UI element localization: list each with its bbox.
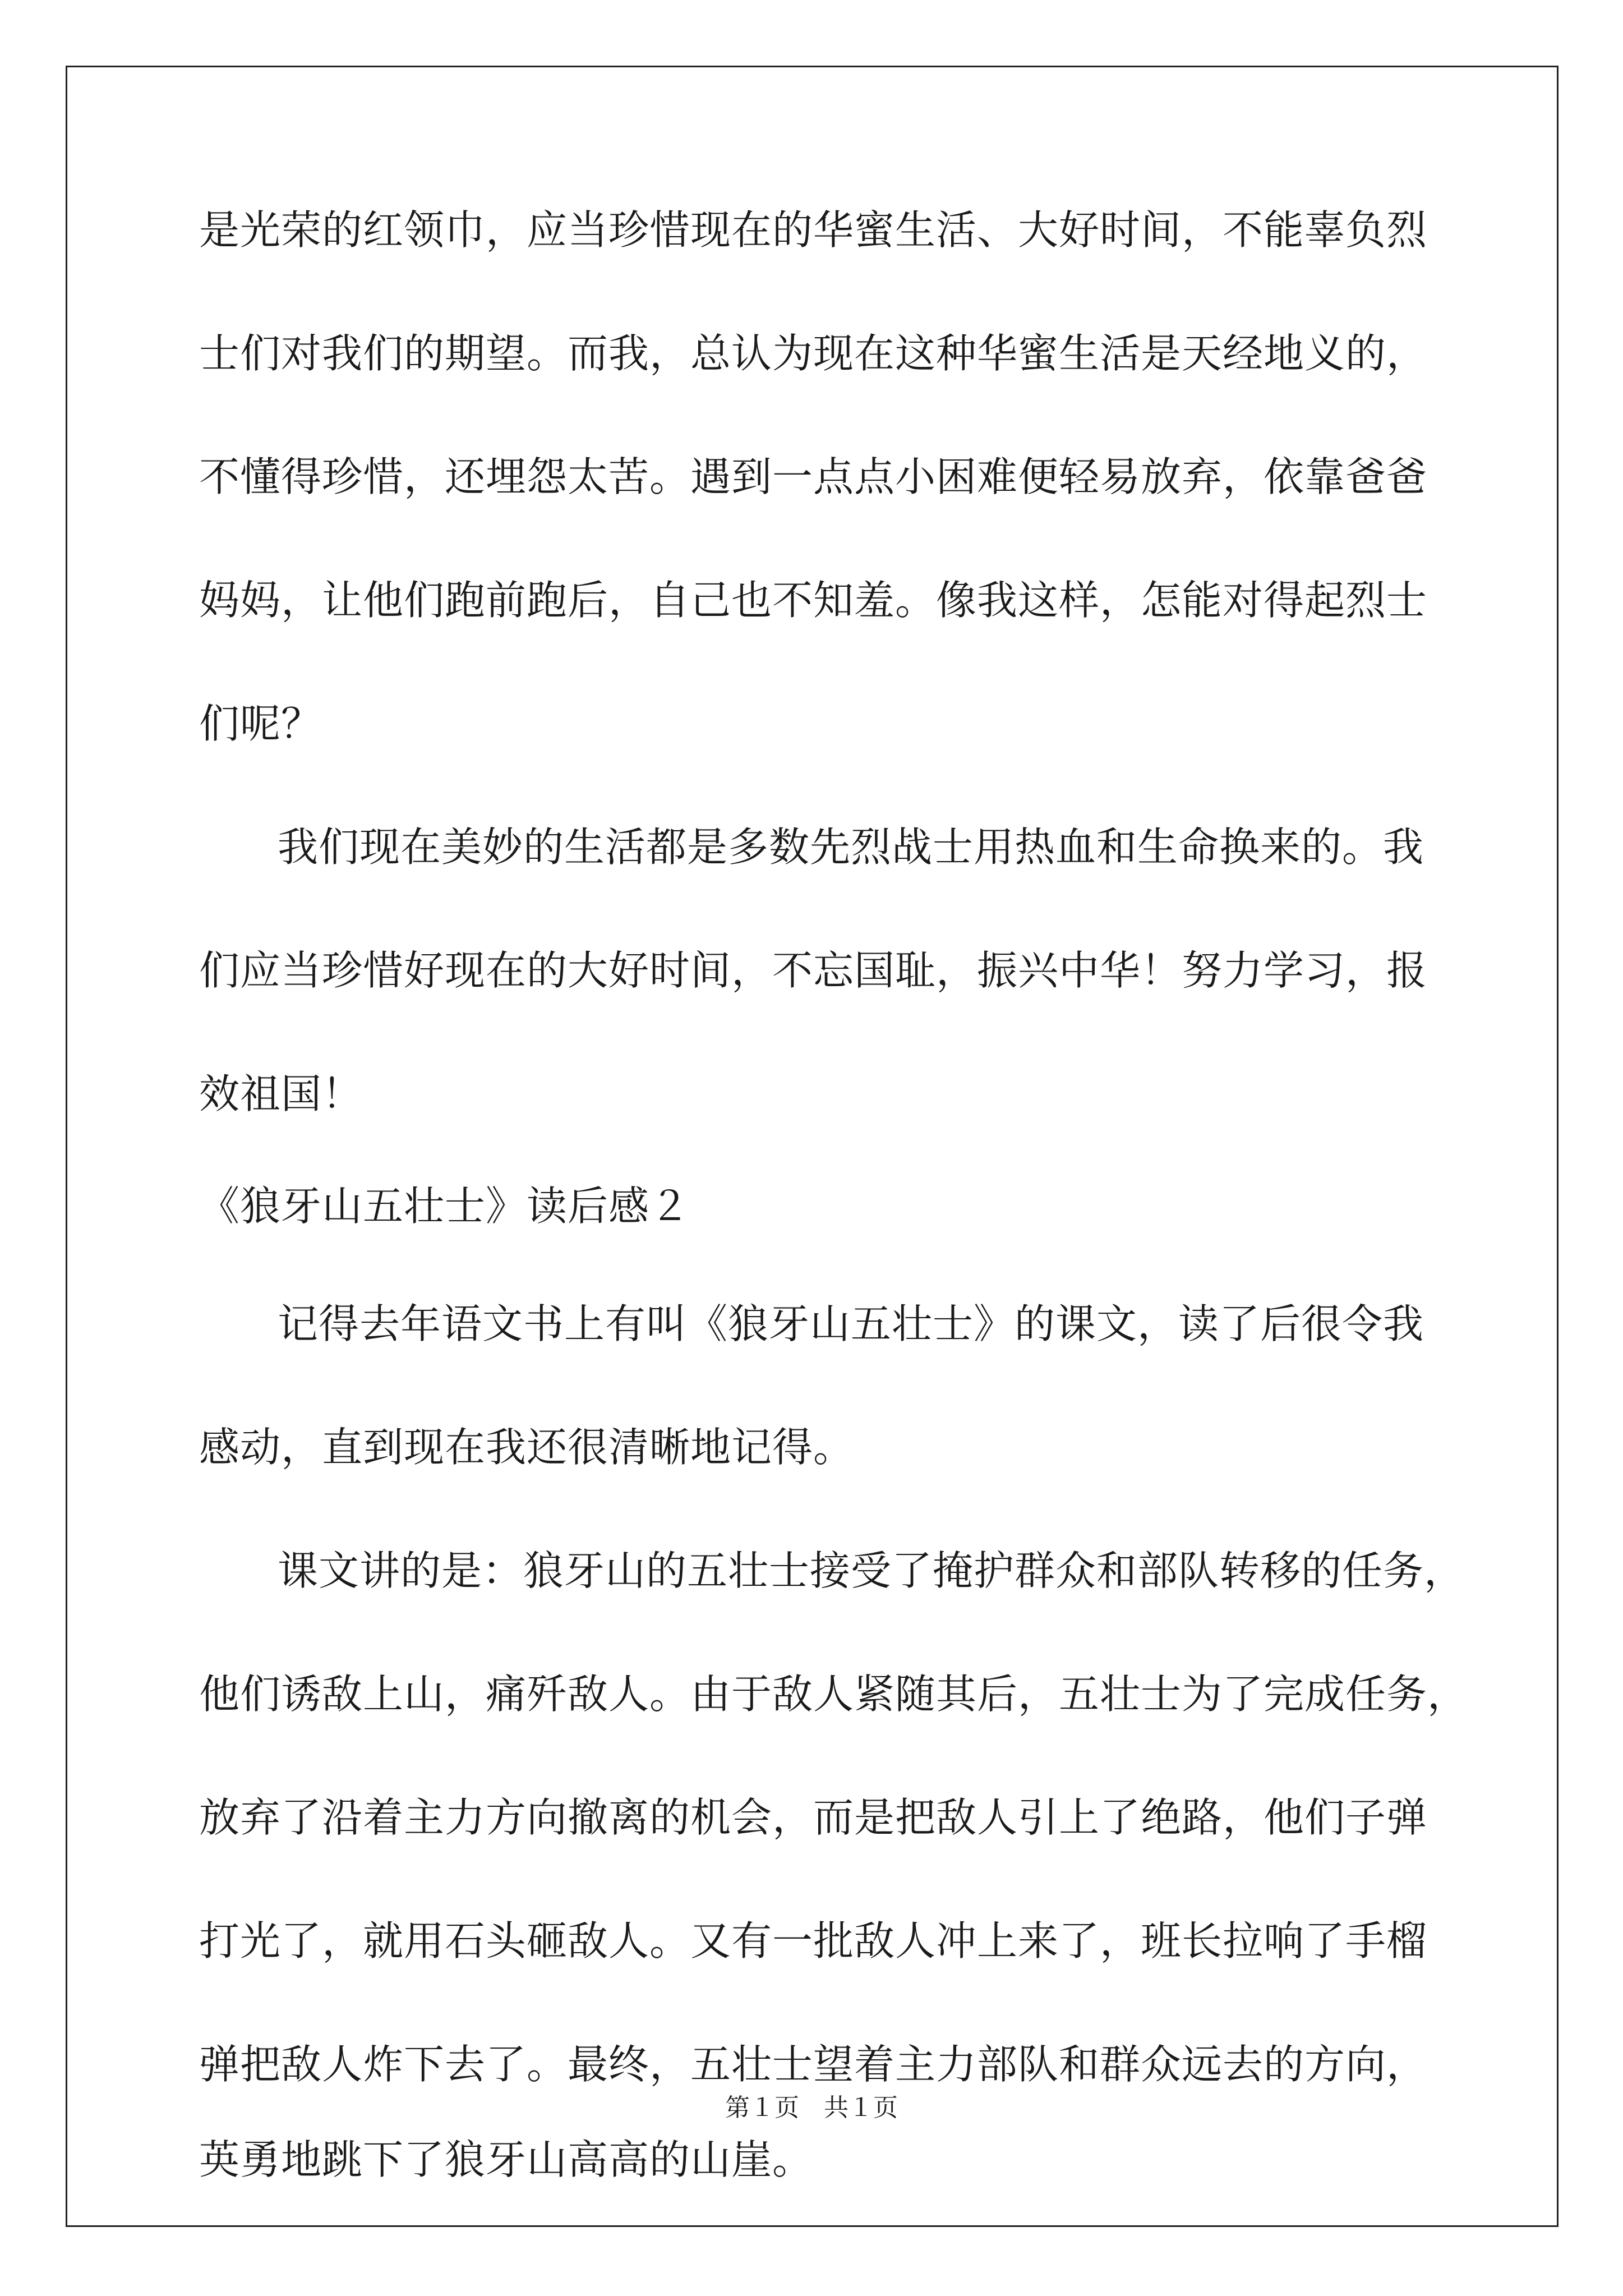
- paragraph-line: 是光荣的红领巾，应当珍惜现在的华蜜生活、大好时间，不能辜负烈: [199, 206, 1428, 254]
- paragraph-line: 弹把敌人炸下去了。最终，五壮士望着主力部队和群众远去的方向，: [199, 2041, 1428, 2088]
- section-heading: 《狼牙山五壮士》读后感２: [199, 1182, 691, 1230]
- paragraph-line: 妈妈，让他们跑前跑后，自己也不知羞。像我这样，怎能对得起烈士: [199, 577, 1428, 624]
- paragraph-line: 我们现在美妙的生活都是多数先烈战士用热血和生命换来的。我: [278, 823, 1424, 871]
- paragraph-line: 放弃了沿着主力方向撤离的机会，而是把敌人引上了绝路，他们子弹: [199, 1794, 1428, 1841]
- paragraph-line: 效祖国！: [199, 1070, 363, 1117]
- paragraph-line: 记得去年语文书上有叫《狼牙山五壮士》的课文，读了后很令我: [278, 1300, 1424, 1347]
- paragraph-line: 士们对我们的期望。而我，总认为现在这种华蜜生活是天经地义的，: [199, 330, 1428, 377]
- paragraph-line: 们应当珍惜好现在的大好时间，不忘国耻，振兴中华！努力学习，报: [199, 947, 1428, 994]
- paragraph-line: 他们诱敌上山，痛歼敌人。由于敌人紧随其后，五壮士为了完成任务，: [199, 1671, 1469, 1718]
- paragraph-line: 不懂得珍惜，还埋怨太苦。遇到一点点小困难便轻易放弃，依靠爸爸: [199, 453, 1428, 500]
- page-number: 第１页 共１页: [725, 2093, 898, 2122]
- paragraph-line: 感动，直到现在我还很清晰地记得。: [199, 1424, 855, 1471]
- paragraph-line: 课文讲的是：狼牙山的五壮士接受了掩护群众和部队转移的任务，: [278, 1547, 1465, 1594]
- paragraph-line: 英勇地跳下了狼牙山高高的山崖。: [199, 2136, 814, 2183]
- paragraph-line: 打光了，就用石头砸敌人。又有一批敌人冲上来了，班长拉响了手榴: [199, 1917, 1428, 1964]
- paragraph-line: 们呢？: [199, 700, 322, 747]
- page-border: [66, 66, 1559, 2227]
